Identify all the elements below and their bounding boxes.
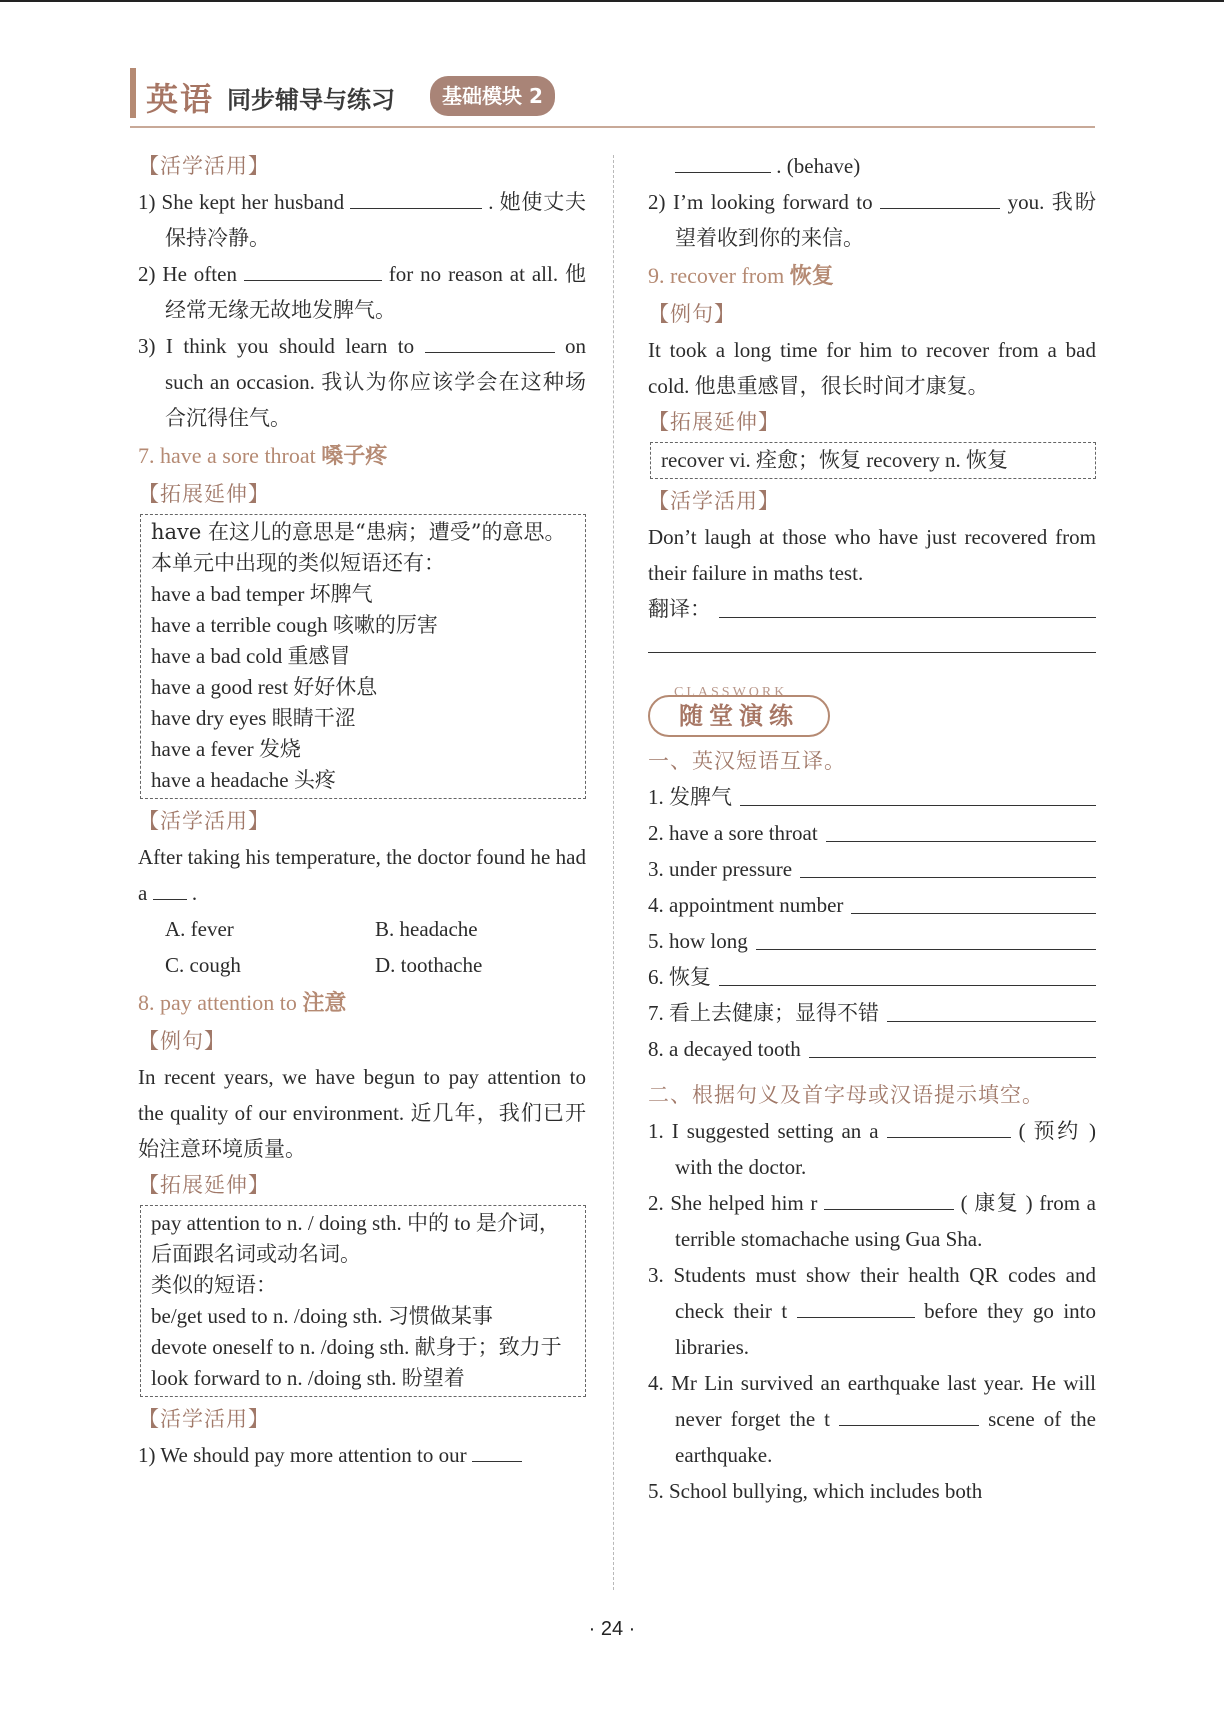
phrase-item-text: 8. a decayed tooth (648, 1037, 801, 1061)
left-column (138, 148, 586, 1473)
tuozhan-label-9: 【拓展延伸】 (648, 410, 780, 434)
fill-question-2-text-a: 2. She helped him r (648, 1191, 825, 1215)
column-divider (613, 155, 614, 1590)
translation-label: 翻译： (648, 597, 711, 621)
item-7-phrase: 7. have a sore throat (138, 443, 322, 468)
fill-question-3-text-b: before they go into libraries. (675, 1299, 1097, 1359)
extension-line: have dry eyes 眼睛干涩 (151, 706, 356, 730)
phrase-item-text: 6. 恢复 (648, 965, 711, 989)
translation-row (648, 591, 1096, 627)
tuozhan-label-7: 【拓展延伸】 (138, 482, 270, 506)
answer-blank[interactable] (425, 334, 555, 353)
option-a[interactable]: A. fever (165, 917, 234, 941)
top-border-line (0, 0, 1224, 2)
exercise-3-1-hint: . (behave) (771, 154, 861, 178)
extension-line: have a bad cold 重感冒 (151, 644, 351, 668)
exercise-1-3-text-b: on such an occasion. 我认为你应该学会在这种场合沉得住气。 (165, 334, 587, 430)
extension-box-7 (140, 514, 586, 799)
exercise-3-2-text-b: you. 我盼望着收到你的来信。 (675, 190, 1096, 250)
answer-blank[interactable] (350, 190, 482, 209)
answer-blank[interactable] (800, 877, 1096, 878)
exercise-3-1 (138, 1437, 586, 1473)
option-b[interactable]: B. headache (375, 917, 478, 941)
phrase-item (648, 887, 1096, 923)
item-9-meaning: 恢复 (789, 263, 834, 289)
extension-line: have a fever 发烧 (151, 737, 301, 761)
item-9-phrase: 9. recover from (648, 263, 790, 288)
huoxue-label-2: 【活学活用】 (138, 809, 270, 833)
translation-blank-2[interactable] (648, 651, 1096, 653)
answer-blank[interactable] (826, 841, 1096, 842)
page-number: · 24 · (588, 1618, 636, 1640)
part1-title: 一、英汉短语互译。 (648, 749, 846, 773)
fill-question-1-text-a: 1. I suggested setting an a (648, 1119, 887, 1143)
extension-line: pay attention to n. / doing sth. 中的 to 是介词，后面跟名词或动名词。 (151, 1211, 560, 1266)
header-rule (130, 126, 1095, 128)
choice-options (138, 911, 586, 983)
exercise-3-2 (648, 184, 1096, 256)
item-9-heading (648, 256, 1096, 296)
item-8-phrase: 8. pay attention to (138, 990, 303, 1015)
phrase-item-text: 5. how long (648, 929, 748, 953)
answer-blank[interactable] (809, 1057, 1096, 1058)
phrase-item (648, 851, 1096, 887)
answer-blank[interactable] (887, 1119, 1011, 1138)
header-series-title: 同步辅导与练习 (227, 86, 395, 114)
classwork-banner (648, 683, 1096, 743)
answer-blank[interactable] (472, 1443, 522, 1462)
extension-line: have 在这儿的意思是“患病；遭受”的意思。 (151, 520, 566, 544)
tuozhan-label-8: 【拓展延伸】 (138, 1173, 270, 1197)
extension-line: devote oneself to n. /doing sth. 献身于；致力于 (151, 1335, 562, 1359)
exercise-2-stem-text: After taking his temperature, the doctor found he had a (138, 845, 586, 905)
fill-question-3 (648, 1257, 1096, 1365)
page-header (130, 68, 1095, 128)
phrase-item (648, 959, 1096, 995)
fill-question-3-text-a: 3. Students must show their health QR codes and check their t (648, 1263, 1096, 1323)
exercise-1-2-text-b: for no reason at all. 他经常无缘无故地发脾气。 (165, 262, 586, 322)
header-accent-bar (130, 68, 136, 118)
exercise-3-2-text-a: 2) I’m looking forward to (648, 190, 881, 214)
exercise-1-1 (138, 184, 586, 256)
answer-blank[interactable] (244, 262, 382, 281)
example-sentence-9: It took a long time for him to recover from a bad cold. 他患重感冒，很长时间才康复。 (648, 338, 1096, 398)
phrase-item-text: 2. have a sore throat (648, 821, 818, 845)
answer-blank[interactable] (851, 913, 1096, 914)
exercise-1-1-text-a: 1) She kept her husband (138, 190, 351, 214)
huoxue-label-1: 【活学活用】 (138, 154, 270, 178)
answer-blank[interactable] (740, 805, 1096, 806)
exercise-1-2-text-a: 2) He often (138, 262, 244, 286)
extension-line: 类似的短语： (151, 1273, 277, 1297)
exercise-2-stem (138, 839, 586, 911)
extension-line: have a terrible cough 咳嗽的厉害 (151, 613, 438, 637)
fill-question-1 (648, 1113, 1096, 1185)
header-module-badge: 基础模块 2 (430, 76, 555, 116)
exercise-1-1-text-b: . 她使丈夫保持冷静。 (165, 190, 586, 250)
option-d[interactable]: D. toothache (375, 953, 483, 977)
extension-line: look forward to n. /doing sth. 盼望着 (151, 1366, 465, 1390)
extension-box-8 (140, 1205, 586, 1397)
answer-blank[interactable] (824, 1191, 954, 1210)
answer-blank[interactable] (675, 154, 771, 173)
liju-label-8: 【例句】 (138, 1029, 226, 1053)
header-subject: 英语 (146, 80, 215, 118)
answer-blank[interactable] (153, 881, 187, 900)
example-sentence-8: In recent years, we have begun to pay attention to the quality of our environment. 近几年，我们已开始注意环境质量。 (138, 1065, 586, 1161)
answer-blank[interactable] (719, 985, 1096, 986)
phrase-item-text: 4. appointment number (648, 893, 844, 917)
phrase-item-text: 3. under pressure (648, 857, 793, 881)
item-8-meaning: 注意 (302, 990, 347, 1016)
fill-question-2 (648, 1185, 1096, 1257)
option-c[interactable]: C. cough (165, 953, 241, 977)
translation-blank[interactable] (719, 617, 1096, 618)
phrase-item (648, 779, 1096, 815)
item-7-heading (138, 436, 586, 476)
right-column (648, 148, 1096, 1509)
fill-question-2-text-b: ( 康复 ) from a terrible stomachache using Gua Sha. (675, 1191, 1097, 1251)
phrase-item-text: 7. 看上去健康；显得不错 (648, 1001, 879, 1025)
extension-line: 本单元中出现的类似短语还有： (151, 551, 445, 575)
fill-question-4-text-b: scene of the earthquake. (675, 1407, 1096, 1467)
liju-label-9: 【例句】 (648, 302, 736, 326)
phrase-item (648, 1031, 1096, 1067)
fill-question-4-text-a: 4. Mr Lin survived an earthquake last year. He will never forget the t (648, 1371, 1096, 1431)
classwork-cn-label: 随堂演练 (648, 695, 830, 737)
part2-title: 二、根据句义及首字母或汉语提示填空。 (648, 1083, 1044, 1107)
answer-blank[interactable] (797, 1299, 915, 1318)
extension-line: have a good rest 好好休息 (151, 675, 378, 699)
exercise-1-3-text-a: 3) I think you should learn to (138, 334, 425, 358)
phrase-item (648, 923, 1096, 959)
answer-blank[interactable] (839, 1407, 979, 1426)
extension-box-9 (650, 442, 1096, 479)
exercise-2-stem-end: . (186, 881, 198, 905)
exercise-1-2 (138, 256, 586, 328)
huoxue-label-9: 【活学活用】 (648, 489, 780, 513)
classwork-en-label: CLASSWORK (674, 685, 788, 700)
huoxue-label-3: 【活学活用】 (138, 1407, 270, 1431)
fill-question-1-text-b: ( 预约 ) with the doctor. (675, 1119, 1096, 1179)
exercise-3-1-text: 1) We should pay more attention to our (138, 1443, 472, 1467)
answer-blank[interactable] (880, 190, 1000, 209)
translation-sentence: Don’t laugh at those who have just recovered from their failure in maths test. (648, 525, 1096, 585)
exercise-3-1-continued (648, 148, 1096, 184)
item-7-meaning: 嗓子疼 (321, 443, 388, 469)
exercise-1-3 (138, 328, 586, 436)
fill-question-5: 5. School bullying, which includes both (648, 1479, 983, 1503)
answer-blank[interactable] (756, 949, 1096, 950)
extension-line: have a headache 头疼 (151, 768, 336, 792)
extension-line: recover vi. 痊愈；恢复 recovery n. 恢复 (661, 448, 1008, 472)
phrase-item (648, 995, 1096, 1031)
extension-line: be/get used to n. /doing sth. 习惯做某事 (151, 1304, 493, 1328)
fill-question-4 (648, 1365, 1096, 1473)
extension-line: have a bad temper 坏脾气 (151, 582, 373, 606)
answer-blank[interactable] (887, 1021, 1096, 1022)
phrase-item (648, 815, 1096, 851)
phrase-item-text: 1. 发脾气 (648, 785, 732, 809)
item-8-heading (138, 983, 586, 1023)
